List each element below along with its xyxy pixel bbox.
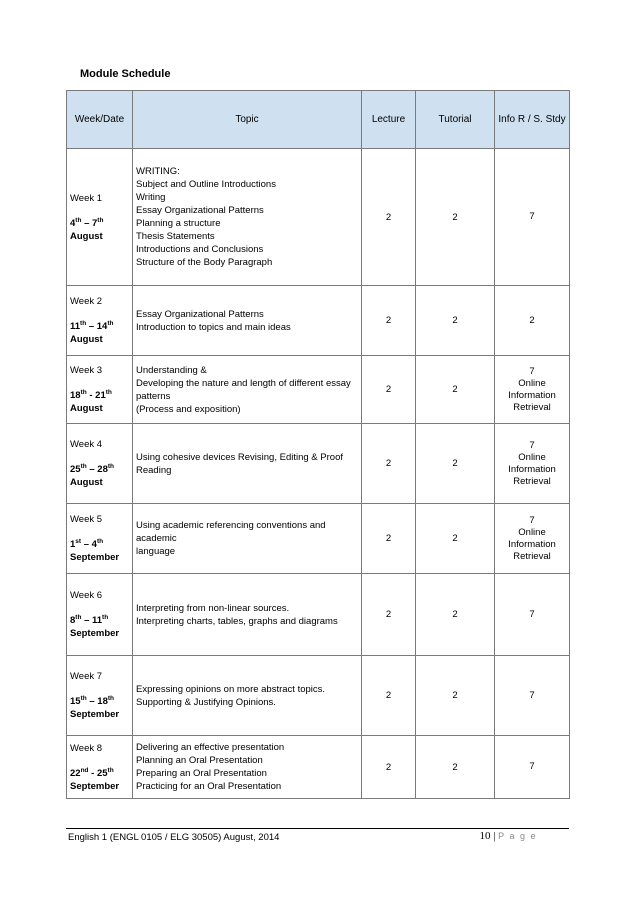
topic-line: Writing xyxy=(136,192,166,203)
table-row xyxy=(67,149,570,286)
date-suffix: st xyxy=(75,537,82,545)
week-cell xyxy=(67,424,133,504)
week-dates xyxy=(70,217,129,243)
table-row xyxy=(67,736,570,799)
topic-line: Using cohesive devices Revising, Editing & Proof xyxy=(136,451,343,463)
date-suffix: th xyxy=(107,462,114,470)
info-cell xyxy=(495,424,570,504)
lecture-cell: 2 xyxy=(362,656,416,736)
date-day: 18 xyxy=(70,390,81,401)
week-label: Week 7 xyxy=(70,671,103,682)
week-label: Week 4 xyxy=(70,439,103,450)
info-line: Information xyxy=(508,538,556,550)
info-line: 7 xyxy=(529,365,535,377)
tutorial-cell: 2 xyxy=(416,656,495,736)
topic-line: Expressing opinions on more abstract topics. xyxy=(136,683,326,695)
topic-line: Planning a structure xyxy=(136,218,221,229)
lecture-cell: 2 xyxy=(362,424,416,504)
header-info: Info R / S. Stdy xyxy=(495,91,570,149)
date-range xyxy=(70,696,114,707)
topic-cell xyxy=(133,504,362,574)
info-cell xyxy=(495,504,570,574)
info-line: 7 xyxy=(529,689,535,701)
week-label: Week 2 xyxy=(70,296,103,307)
date-day: 22 xyxy=(70,767,81,779)
date-month: September xyxy=(70,709,120,720)
week-cell xyxy=(67,504,133,574)
date-month: September xyxy=(70,552,120,563)
topic-line: Thesis Statements xyxy=(136,231,215,242)
tutorial-cell: 2 xyxy=(416,574,495,656)
footer-course-info: English 1 (ENGL 0105 / ELG 30505) August, 2014 xyxy=(68,832,280,843)
date-month: August xyxy=(70,230,103,242)
topic-cell xyxy=(133,149,362,286)
date-suffix: th xyxy=(97,216,104,224)
date-range xyxy=(70,390,112,401)
week-dates xyxy=(70,320,129,346)
date-suffix: th xyxy=(80,462,87,470)
date-month: August xyxy=(70,477,103,488)
tutorial-cell: 2 xyxy=(416,149,495,286)
header-lecture: Lecture xyxy=(362,91,416,149)
info-cell xyxy=(495,286,570,356)
info-line: Information xyxy=(508,463,556,475)
info-line: 2 xyxy=(529,314,535,326)
lecture-cell: 2 xyxy=(362,574,416,656)
week-cell xyxy=(67,574,133,656)
week-dates xyxy=(70,538,129,564)
topic-line: WRITING: xyxy=(136,166,180,177)
header-week-date: Week/Date xyxy=(67,91,133,149)
table-row xyxy=(67,574,570,656)
page-separator: | xyxy=(490,830,499,842)
date-range xyxy=(70,321,113,332)
lecture-cell: 2 xyxy=(362,286,416,356)
week-dates xyxy=(70,767,129,793)
lecture-cell: 2 xyxy=(362,149,416,286)
info-line: Retrieval xyxy=(513,401,551,413)
header-row xyxy=(67,91,570,149)
tutorial-cell: 2 xyxy=(416,424,495,504)
topic-line: Planning an Oral Presentation xyxy=(136,755,263,766)
date-suffix: th xyxy=(107,766,114,774)
date-suffix: th xyxy=(80,388,87,396)
date-month: September xyxy=(70,780,120,792)
topic-line: Understanding & xyxy=(136,364,207,376)
table-row xyxy=(67,356,570,424)
date-text: – 14 xyxy=(86,321,108,332)
date-text: – 4 xyxy=(81,539,97,550)
date-suffix: th xyxy=(80,319,87,327)
date-suffix: th xyxy=(105,388,112,396)
date-day: 11 xyxy=(70,321,81,332)
info-line: Online xyxy=(518,377,546,389)
info-line: 7 xyxy=(529,608,535,620)
topic-line: Interpreting from non-linear sources. xyxy=(136,602,290,614)
week-dates xyxy=(70,389,129,415)
info-cell xyxy=(495,356,570,424)
date-text: – 18 xyxy=(86,696,108,707)
topic-line: Supporting & Justifying Opinions. xyxy=(136,696,276,708)
topic-line: Using academic referencing conventions and academic xyxy=(136,520,326,544)
week-cell xyxy=(67,736,133,799)
footer-page-indicator xyxy=(479,830,537,842)
info-cell xyxy=(495,149,570,286)
schedule-body xyxy=(67,149,570,799)
topic-line: Introductions and Conclusions xyxy=(136,244,264,255)
week-label: Week 5 xyxy=(70,514,103,525)
topic-line: Essay Organizational Patterns xyxy=(136,308,264,320)
week-dates xyxy=(70,614,129,640)
topic-line: Introduction to topics and main ideas xyxy=(136,321,291,333)
module-schedule-table xyxy=(66,90,570,799)
week-label: Week 3 xyxy=(70,365,103,376)
table-row xyxy=(67,656,570,736)
table-row xyxy=(67,504,570,574)
table-row xyxy=(67,286,570,356)
date-text: – 28 xyxy=(86,464,108,475)
tutorial-cell: 2 xyxy=(416,356,495,424)
page-number: 10 xyxy=(479,830,491,842)
info-line: Retrieval xyxy=(513,550,551,562)
topic-line: Structure of the Body Paragraph xyxy=(136,257,273,268)
date-suffix: th xyxy=(75,613,82,621)
page-word: P a g e xyxy=(498,831,537,841)
info-line: 7 xyxy=(529,514,535,526)
topic-line: language xyxy=(136,546,176,557)
topic-line: Subject and Outline Introductions xyxy=(136,179,276,190)
date-range xyxy=(70,615,108,626)
date-day: 1 xyxy=(70,539,76,550)
date-text: - 21 xyxy=(86,390,106,401)
tutorial-cell: 2 xyxy=(416,736,495,799)
topic-cell xyxy=(133,656,362,736)
info-cell xyxy=(495,736,570,799)
week-label: Week 8 xyxy=(70,742,103,754)
info-line: 7 xyxy=(529,439,535,451)
info-line: Information xyxy=(508,389,556,401)
topic-line: (Process and exposition) xyxy=(136,403,241,415)
lecture-cell: 2 xyxy=(362,356,416,424)
page-footer xyxy=(66,828,569,843)
header-topic: Topic xyxy=(133,91,362,149)
info-line: 7 xyxy=(529,761,535,772)
week-dates xyxy=(70,695,129,721)
date-suffix: nd xyxy=(80,766,89,774)
date-day: 25 xyxy=(70,464,81,475)
topic-line: Interpreting charts, tables, graphs and diagrams xyxy=(136,615,338,627)
lecture-cell: 2 xyxy=(362,504,416,574)
date-month: September xyxy=(70,628,120,639)
topic-cell xyxy=(133,286,362,356)
table-row xyxy=(67,424,570,504)
topic-line: patterns xyxy=(136,390,171,402)
date-month: August xyxy=(70,403,103,414)
info-cell xyxy=(495,574,570,656)
topic-cell xyxy=(133,574,362,656)
info-line: Retrieval xyxy=(513,475,551,487)
info-cell xyxy=(495,656,570,736)
info-line: Online xyxy=(518,451,546,463)
date-range xyxy=(70,218,103,229)
topic-line: Practicing for an Oral Presentation xyxy=(136,781,282,792)
topic-cell xyxy=(133,736,362,799)
lecture-cell: 2 xyxy=(362,736,416,799)
week-cell xyxy=(67,656,133,736)
date-suffix: th xyxy=(107,319,114,327)
topic-line: Essay Organizational Patterns xyxy=(136,205,264,216)
date-text: - 25 xyxy=(88,767,108,779)
week-cell xyxy=(67,356,133,424)
date-text: – 11 xyxy=(81,615,103,626)
week-label: Week 6 xyxy=(70,590,103,601)
date-day: 15 xyxy=(70,696,81,707)
topic-line: Delivering an effective presentation xyxy=(136,742,285,753)
page-title: Module Schedule xyxy=(80,68,171,80)
info-line: 7 xyxy=(529,211,535,222)
tutorial-cell: 2 xyxy=(416,504,495,574)
topic-cell xyxy=(133,356,362,424)
date-day: 8 xyxy=(70,615,76,626)
date-day: 4 xyxy=(70,217,76,229)
date-range xyxy=(70,768,114,779)
week-dates xyxy=(70,463,129,489)
week-label: Week 1 xyxy=(70,192,103,204)
topic-line: Preparing an Oral Presentation xyxy=(136,768,267,779)
date-suffix: th xyxy=(96,537,104,545)
date-month: August xyxy=(70,334,103,345)
tutorial-cell: 2 xyxy=(416,286,495,356)
date-suffix: th xyxy=(75,216,82,224)
topic-cell xyxy=(133,424,362,504)
info-line: Online xyxy=(518,526,546,538)
date-suffix: th xyxy=(102,613,109,621)
week-cell xyxy=(67,286,133,356)
header-tutorial: Tutorial xyxy=(416,91,495,149)
date-range xyxy=(70,539,103,550)
week-cell xyxy=(67,149,133,286)
date-suffix: th xyxy=(80,694,87,702)
date-suffix: th xyxy=(107,694,114,702)
topic-line: Developing the nature and length of different essay xyxy=(136,377,351,389)
date-range xyxy=(70,464,114,475)
topic-line: Reading xyxy=(136,464,172,476)
date-text: – 7 xyxy=(81,217,98,229)
